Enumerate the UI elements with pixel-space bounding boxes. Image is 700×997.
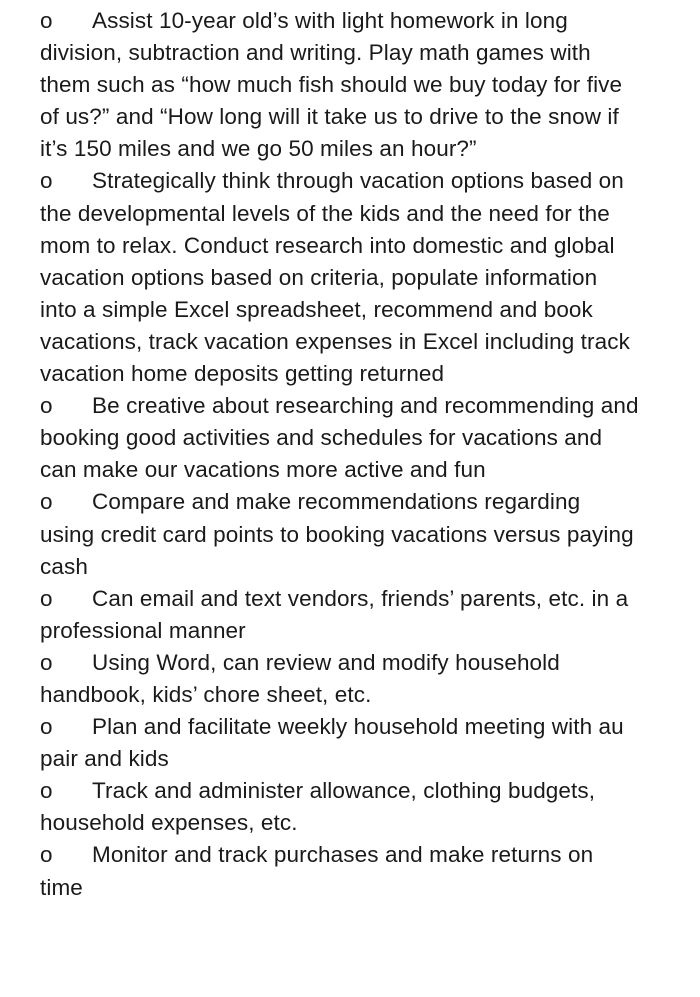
bullet-text: Assist 10-year old’s with light homework in long division, subtraction and writing. Play math games with them such as “how much fish should we buy today for five of us?” and “How long will it take us to drive to the snow if it’s 150 miles and we go 50 miles an hour?” [40,8,623,162]
bullet-marker: o [40,168,53,194]
bullet-text: Using Word, can review and modify household handbook, kids’ chore sheet, etc. [40,649,560,707]
bullet-marker: o [40,649,53,675]
bullet-marker: o [40,489,53,515]
bullet-marker: o [40,393,53,419]
bullet-marker: o [40,8,53,33]
bullet-item-purchases-returns [40,839,640,903]
bullet-text: Compare and make recommendations regarding using credit card points to booking vacations versus paying cash [40,489,634,579]
bullet-marker: o [40,585,53,611]
bullet-text: Track and administer allowance, clothing budgets, household expenses, etc. [40,778,596,836]
bullet-text: Plan and facilitate weekly household meeting with au pair and kids [40,714,624,772]
bullet-item-word-handbook [40,647,640,711]
bullet-item-vacation-options [40,165,640,390]
bullet-item-email-text [40,583,640,647]
bullet-item-homework [40,5,640,165]
bullet-marker: o [40,714,53,740]
bullet-text: Can email and text vendors, friends’ parents, etc. in a professional manner [40,585,629,643]
bullet-item-household-meeting [40,711,640,775]
bullet-text: Monitor and track purchases and make returns on time [40,842,594,900]
bullet-item-credit-card-points [40,486,640,582]
bullet-marker: o [40,778,53,804]
bullet-item-vacation-activities [40,390,640,486]
bullet-text: Be creative about researching and recommending and booking good activities and schedules for vacations and can make our vacations more active and fun [40,393,639,483]
bullet-marker: o [40,842,53,868]
bullet-text: Strategically think through vacation options based on the developmental levels of the kids and the need for the mom to relax. Conduct research into domestic and global vacation options based on criteria, populate information into a simple Excel spreadsheet, recommend and book vacations, track vacation expenses in Excel including track vacation home deposits getting returned [40,168,630,387]
bullet-item-allowance [40,775,640,839]
bullet-list [40,5,640,904]
cropped-previous-line [42,0,642,2]
